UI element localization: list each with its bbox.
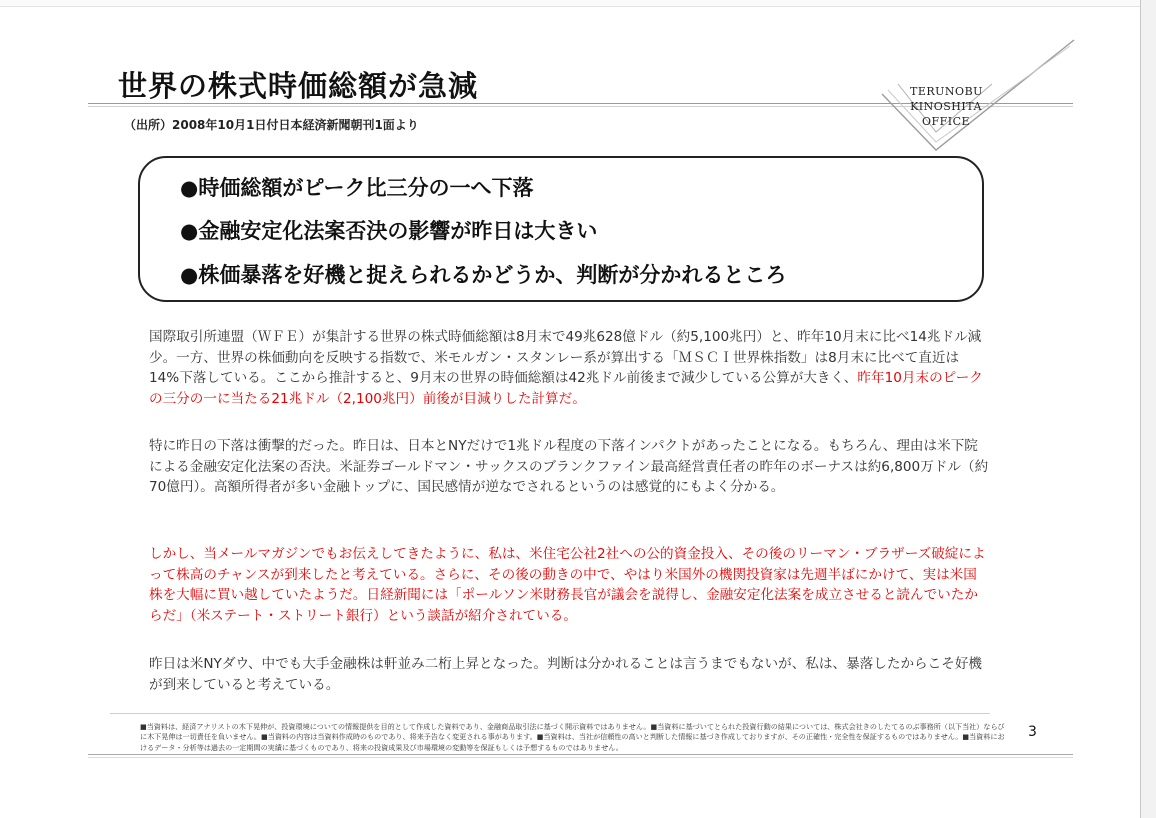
page-number: 3 [1028,724,1037,740]
source-citation: （出所）2008年10月1日付日本経済新聞朝刊1面より [124,118,419,132]
disclaimer-text: ■当資料は、経済アナリストの木下晃伸が、投資環境についての情報提供を目的として作成した資料であり、金融商品取引法に基づく開示資料ではありません。■当資料に基づいてとられた投資行動の結果については、株式会社きのしたてるのぶ事務所（以下当社）ならびに木下晃伸は一切責任を負いません。■当資料の内容は当資料作成時のものであり、将来予告なく変更される事があります。■当資料は、当社が信頼性の高いと判断した情報に基づき作成しておりますが、その正確性・完全性を保証するものではありません。■当資料におけるデータ・分析等は過去の一定期間の実績に基づくものであり、将来の投資成果及び市場環境の変動等を保証もしくは予想するものではありません。 [140,722,1005,752]
paragraph-1-highlight: 昨年10月末のピークの三分の一に当たる21兆ドル（2,100兆円）前後が目減りした計算だ。 [149,370,983,407]
summary-bullet-3: ●株価暴落を好機と捉えられるかどうか、判断が分かれるところ [180,263,787,287]
company-logo [910,84,982,129]
logo-line-2: KINOSHITA [910,100,982,113]
summary-bullet-1: ●時価総額がピーク比三分の一へ下落 [180,176,534,200]
body-paragraph-4: 昨日は米NYダウ、中でも大手金融株は軒並み二桁上昇となった。判断は分かれることは言うまでもないが、私は、暴落したからこそ好機が到来していると考えている。 [149,656,983,693]
paragraph-1-text: 国際取引所連盟（ＷＦＥ）が集計する世界の株式時価総額は8月末で49兆628億ドル（約5,100兆円）と、昨年10月末に比べ14兆ドル減少。一方、世界の株価動向を反映する指数で、米モルガン・スタンレー系が算出する「ＭＳＣＩ世界株指数」は8月末に比べて直近は14%下落している。ここから推計すると、9月末の世界の時価総額は42兆ドル前後まで減少している公算が大きく、 [149,329,982,387]
body-paragraph-3: しかし、当メールマガジンでもお伝えしてきたように、私は、米住宅公社2社への公的資金投入、その後のリーマン・ブラザーズ破綻によって株高のチャンスが到来したと考えている。さらに、その後の動きの中で、やはり米国外の機関投資家は先週半ばにかけて、実は米国株を大幅に買い越していたようだ。日経新聞には「ポールソン米財務長官が議会を説得し、金融安定化法案を成立させると読んでいたからだ」（米ステート・ストリート銀行）という談話が紹介されている。 [149,546,986,624]
summary-bullet-2: ●金融安定化法案否決の影響が昨日は大きい [180,219,598,243]
body-paragraph-1 [149,327,989,409]
body-paragraph-2: 特に昨日の下落は衝撃的だった。昨日は、日本とNYだけで1兆ドル程度の下落インパクトがあったことになる。もちろん、理由は米下院による金融安定化法案の否決。米証券ゴールドマン・サックスのブランクファイン最高経営責任者の昨年のボーナスは約6,800万ドル（約70億円）。高額所得者が多い金融トップに、国民感情が逆なでされるというのは感覚的にもよく分かる。 [149,438,989,496]
logo-line-1: TERUNOBU [910,85,983,98]
bottom-divider-shadow [88,757,1073,758]
bottom-divider [88,754,1073,755]
window-top-edge [0,0,1140,7]
footer-divider [110,713,990,714]
slide-title: 世界の株式時価総額が急減 [118,69,479,103]
scrollbar-track[interactable] [1140,0,1156,818]
logo-line-3: OFFICE [921,115,971,128]
